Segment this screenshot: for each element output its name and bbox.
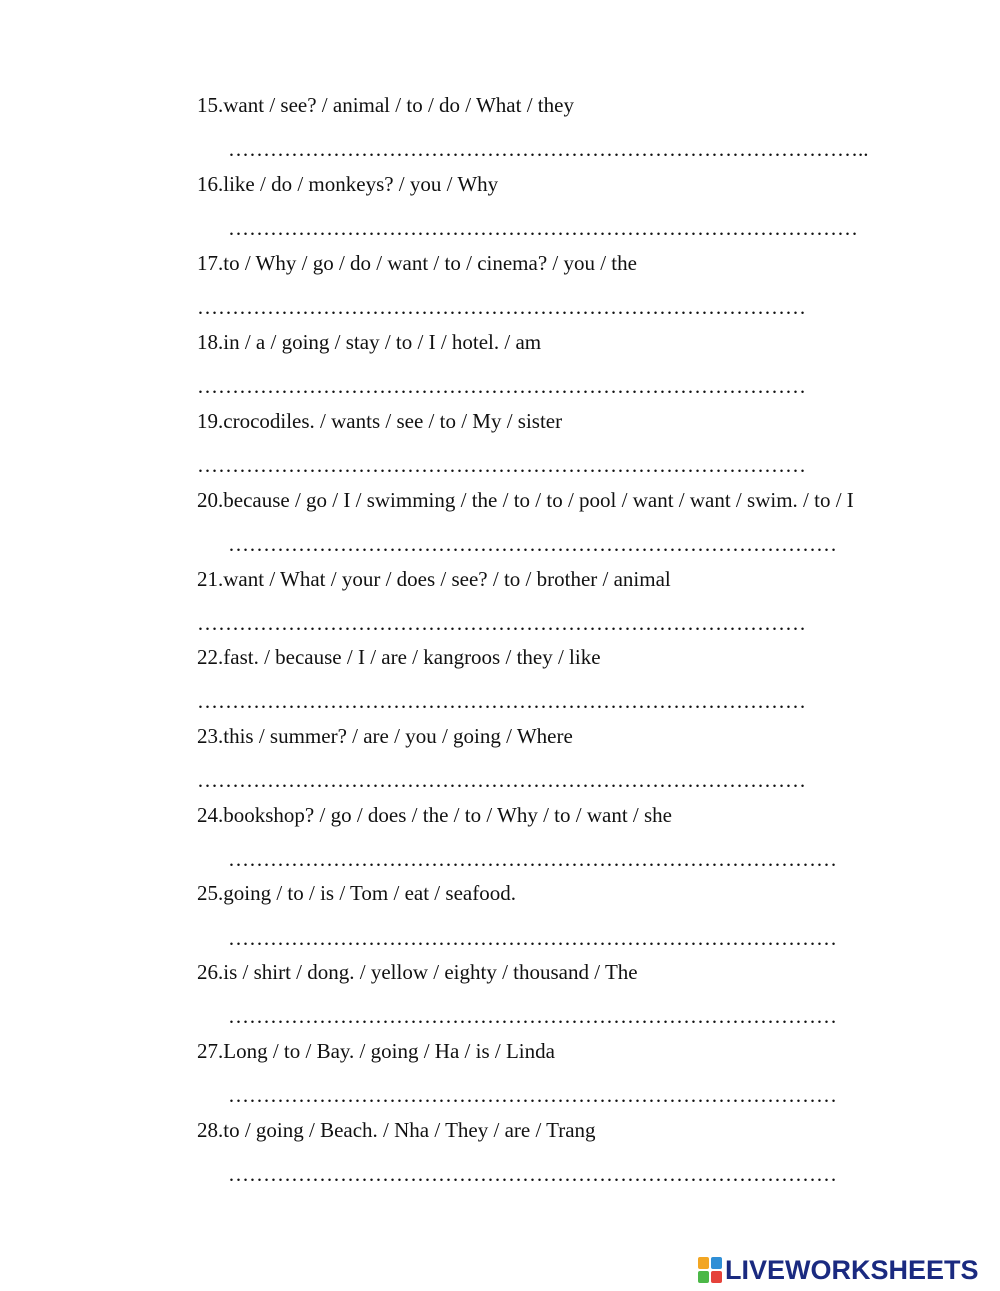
exercise-22-prompt: 22.fast. / because / I / are / kangroos / they / like — [197, 645, 601, 669]
exercise-17-prompt: 17.to / Why / go / do / want / to / cinema? / you / the — [197, 251, 637, 275]
exercise-16-prompt: 16.like / do / monkeys? / you / Why — [197, 172, 499, 196]
exercise-22-answer-line[interactable]: …………………………………………………………………………… — [197, 689, 806, 713]
exercise-27-answer-line[interactable]: …………………………………………………………………………… — [228, 1083, 837, 1107]
liveworksheets-wordmark: LIVEWORKSHEETS — [725, 1254, 979, 1285]
liveworksheets-blocks-icon — [697, 1256, 723, 1284]
exercise-24-prompt: 24.bookshop? / go / does / the / to / Why / to / want / she — [197, 803, 672, 827]
exercise-17-answer-line[interactable]: …………………………………………………………………………… — [197, 295, 806, 319]
exercise-25-prompt: 25.going / to / is / Tom / eat / seafood. — [197, 881, 516, 905]
exercise-18-answer-line[interactable]: …………………………………………………………………………… — [197, 374, 806, 398]
exercise-26-prompt: 26.is / shirt / dong. / yellow / eighty / thousand / The — [197, 960, 638, 984]
exercise-28-prompt: 28.to / going / Beach. / Nha / They / are / Trang — [197, 1118, 596, 1142]
exercise-16-answer-line[interactable]: ……………………………………………………………………………… — [228, 216, 858, 240]
exercise-19-prompt: 19.crocodiles. / wants / see / to / My / sister — [197, 409, 563, 433]
exercise-21-answer-line[interactable]: …………………………………………………………………………… — [197, 611, 806, 635]
exercise-23-prompt: 23.this / summer? / are / you / going / Where — [197, 724, 573, 748]
exercise-20-answer-line[interactable]: …………………………………………………………………………… — [228, 532, 837, 556]
exercise-21-prompt: 21.want / What / your / does / see? / to / brother / animal — [197, 567, 671, 591]
exercise-26-answer-line[interactable]: …………………………………………………………………………… — [228, 1004, 837, 1028]
exercise-15-prompt: 15.want / see? / animal / to / do / What / they — [197, 93, 574, 117]
exercise-28-answer-line[interactable]: …………………………………………………………………………… — [228, 1162, 837, 1186]
exercise-19-answer-line[interactable]: …………………………………………………………………………… — [197, 453, 806, 477]
exercise-25-answer-line[interactable]: …………………………………………………………………………… — [228, 926, 837, 950]
exercise-27-prompt: 27.Long / to / Bay. / going / Ha / is / Linda — [197, 1039, 555, 1063]
exercise-18-prompt: 18.in / a / going / stay / to / I / hotel. / am — [197, 330, 542, 354]
exercise-24-answer-line[interactable]: …………………………………………………………………………… — [228, 847, 837, 871]
exercise-15-answer-line[interactable]: ……………………………………………………………………………….. — [228, 137, 869, 161]
exercise-20-prompt: 20.because / go / I / swimming / the / to / to / pool / want / want / swim. / to / I — [197, 488, 854, 512]
exercise-23-answer-line[interactable]: …………………………………………………………………………… — [197, 768, 806, 792]
liveworksheets-logo — [697, 1254, 979, 1286]
